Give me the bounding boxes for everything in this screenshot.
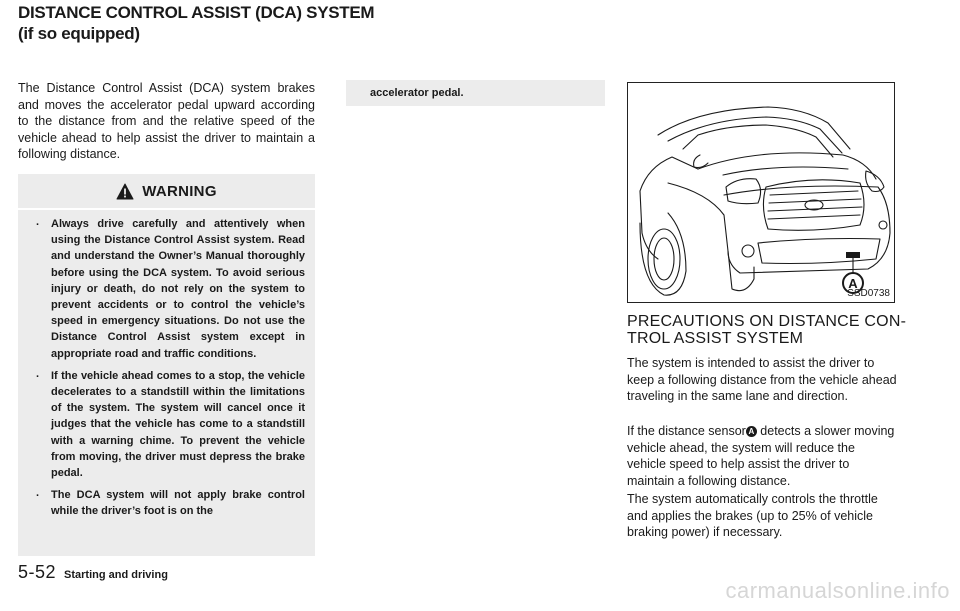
figure-marker: A — [848, 276, 858, 291]
warning-item: . The DCA system will not apply brake control while the driver’s foot is on the — [36, 487, 305, 519]
warning-triangle-icon — [116, 183, 134, 200]
precautions-heading-line2: TROL ASSIST SYSTEM — [627, 330, 804, 347]
warning-item: . If the vehicle ahead comes to a stop, the vehicle decelerates to a standstill within the limitations of the system. The system will cancel once it judges that the vehicle has come to a standstill with a warning chime. To prevent the vehicle from moving, the driver must depress the brake pedal. — [36, 368, 305, 481]
section-title-line2: (if so equipped) — [18, 24, 140, 43]
vehicle-figure — [627, 82, 895, 303]
section-title — [18, 2, 374, 44]
sensor-marker: A — [746, 426, 757, 437]
paragraph-2-text-start: If the distance sensor — [627, 424, 746, 438]
warning-list — [18, 210, 315, 520]
section-title-line1: DISTANCE CONTROL ASSIST (DCA) SYSTEM — [18, 3, 375, 22]
figure-caption: SSD0738 — [847, 288, 890, 299]
precautions-heading-line1: PRECAUTIONS ON DISTANCE CON- — [627, 313, 907, 330]
precautions-paragraph-3: The system automatically controls the throttle and applies the brakes (up to 25% of vehicle braking power) if necessary. — [627, 492, 878, 539]
warning-box — [18, 174, 315, 556]
page-footer — [18, 562, 168, 583]
warning-title: WARNING — [142, 182, 217, 200]
watermark: carmanualsonline.info — [725, 578, 950, 603]
paragraph-2-text-end: detects a slower moving vehicle ahead, the system will reduce the vehicle speed to help assist the driver to maintain a following distance. — [627, 424, 895, 488]
chapter-title: Starting and driving — [64, 569, 168, 581]
precautions-paragraph-1: The system is intended to assist the driver to keep a following distance from the vehicle ahead traveling in the same lane and direction. — [627, 356, 897, 403]
warning-item: . Always drive carefully and attentively when using the Distance Control Assist system. Read and understand the Owner’s Manual thoroughly before using the DCA system. To avoid serious injury or death, do not rely on the system to prevent accidents or to control the vehicle’s speed in emergency situations. Do not use the Distance Control Assist system except in appropriate road and traffic conditions. — [36, 216, 305, 362]
page-number: 5-52 — [18, 562, 57, 582]
warning-continuation: accelerator pedal. — [346, 80, 605, 106]
precautions-paragraph-2 — [627, 423, 897, 489]
precautions-heading — [627, 313, 927, 347]
warning-header — [18, 174, 315, 210]
intro-paragraph: The Distance Control Assist (DCA) system brakes and moves the accelerator pedal upward according to the distance from and the relative speed of the vehicle ahead to help assist the driver to maintain a following distance. — [18, 81, 315, 161]
vehicle-illustration — [628, 83, 894, 302]
